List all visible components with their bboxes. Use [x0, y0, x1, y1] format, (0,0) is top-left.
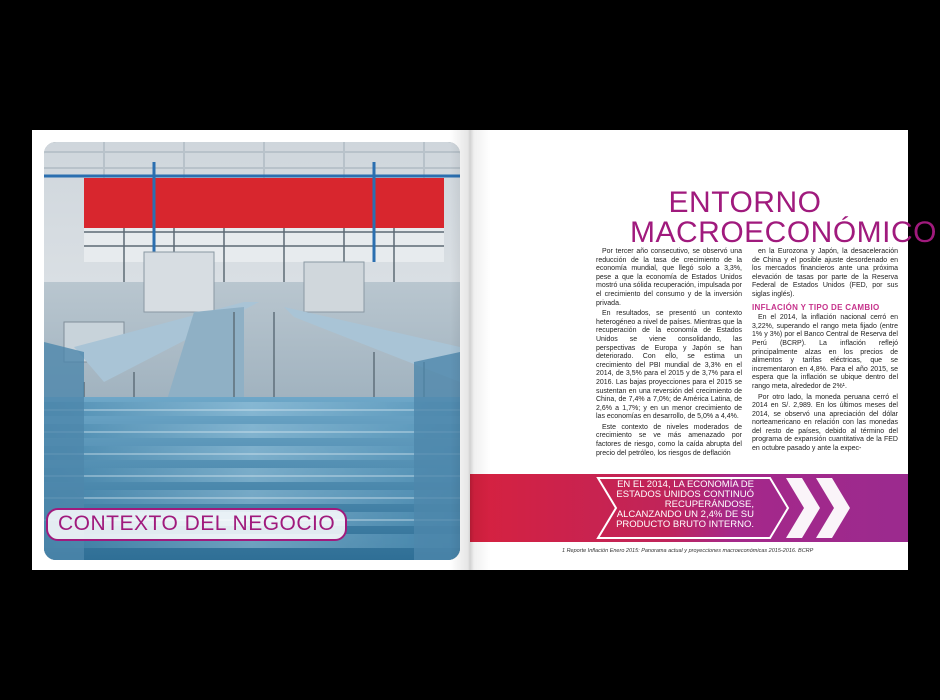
- right-page: [470, 130, 937, 570]
- paragraph: Este contexto de niveles moderados de crecimiento se ve más amenazado por factores de riesgo, como la caída abrupta del precio del petróleo, los riesgos de deflación: [596, 423, 742, 457]
- section-title: CONTEXTO DEL NEGOCIO: [46, 508, 347, 541]
- paragraph: Por tercer año consecutivo, se observó una reducción de la tasa de crecimiento de la economía mundial, que llegó solo a 3,3%, pese a que la economía de Estados Unidos mostró una sólida recuperación, impulsada por el crecimiento del consumo y de la inversión privada.: [596, 248, 742, 307]
- paragraph: En el 2014, la inflación nacional cerró en 3,22%, superando el rango meta fijado (entre 1% y 3%) por el Banco Central de Reserva del Perú (BCRP). La inflación reflejó principalmente alzas en los precios de alimentos y tarifas eléctricas, que se incrementaron en 4,8%. Para el año 2015, se espera que la inflación se ubique dentro del rango meta, alrededor de 2%¹.: [752, 314, 898, 390]
- heading-line-2: MACROECONÓMICO: [630, 216, 937, 249]
- subheading: INFLACIÓN Y TIPO DE CAMBIO: [752, 302, 880, 312]
- factory-bottling-line-photo: [44, 142, 460, 560]
- heading-line-1: ENTORNO: [668, 186, 822, 219]
- callout-text: EN EL 2014, LA ECONOMÍA DE ESTADOS UNIDOS CONTINUÓ RECUPERÁNDOSE, ALCANZANDO UN 2,4% DE SU PRODUCTO BRUTO INTERNO.: [616, 479, 754, 530]
- paragraph: en la Eurozona y Japón, la desaceleración de China y el posible ajuste desordenado en los mercados financieros ante una próxima elevación de tasas por parte de la Reserva Federal de Estados Unidos (FED, por sus siglas inglés).: [752, 248, 898, 298]
- page-gutter-shadow: [450, 130, 490, 570]
- paragraph: En resultados, se presentó un contexto heterogéneo a nivel de países. Mientras que la recuperación de la economía de Estados Unidos se viene consolidando, las perspectivas de Europa y Japón se han deteriorado. Con ello, se estima un crecimiento del PBI mundial de 3,3% en el 2014, de 3,5% para el 2015 y de 3,7% para el 2016. Las bajas proyecciones para el 2015 se sustentan en una reversión del crecimiento de China, de 7,4% a 7,0%; de América Latina, de 2,6% a 1,7%; y en un menor crecimiento de las economías en desarrollo, de 5,0% a 4,4%.: [596, 310, 742, 421]
- footnote: 1 Reporte Inflación Enero 2015: Panorama actual y proyecciones macroeconómicas 2015-2016. BCRP: [562, 548, 814, 554]
- magazine-spread: [32, 130, 937, 570]
- text-column-2: [752, 248, 898, 456]
- page-heading: [630, 186, 937, 249]
- text-column-1: [596, 248, 742, 460]
- left-page: [32, 130, 470, 570]
- paragraph: Por otro lado, la moneda peruana cerró el 2014 en S/. 2,989. En los últimos meses del 2014, se observó una apreciación del dólar norteamericano en relación con las monedas del resto de países, debido al término del programa de expansión cuantitativa de la FED en octubre pasado y ante la expec-: [752, 393, 898, 453]
